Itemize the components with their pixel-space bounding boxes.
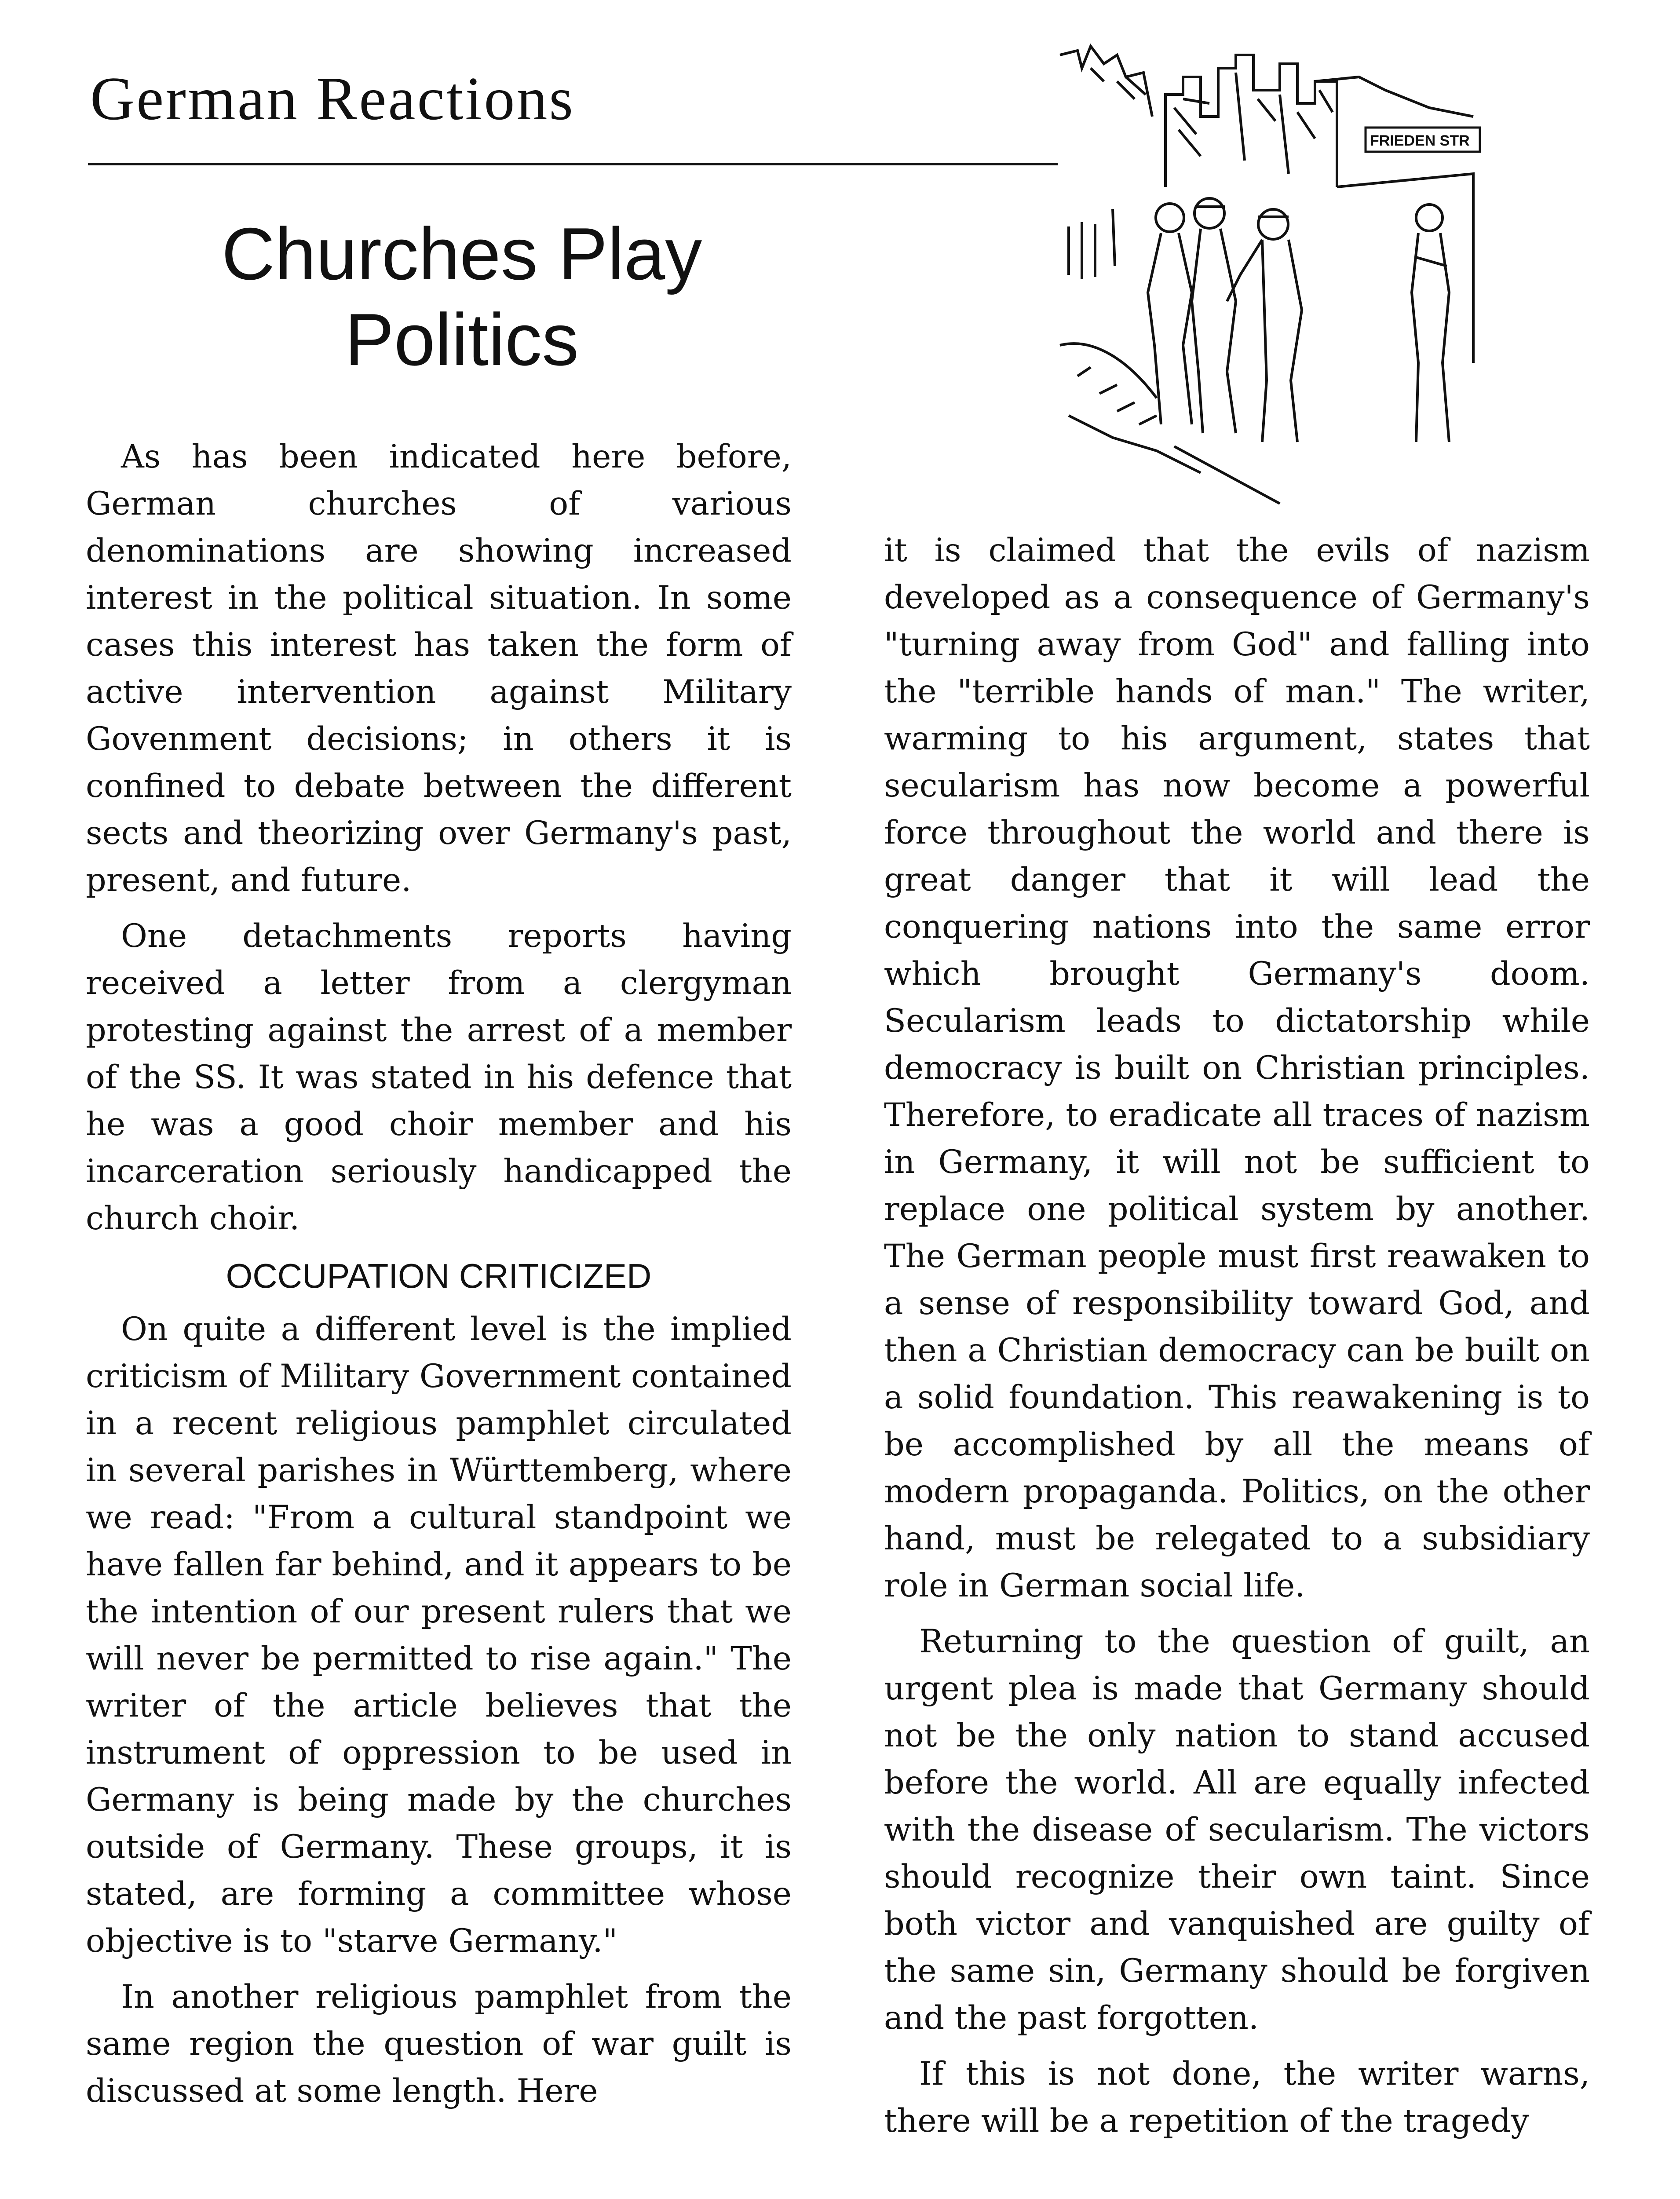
paragraph: it is claimed that the evils of nazism developed as a consequence of Germany's "turning away from God" and falling into the "terrible hands of man." The writer, warming to his argument, states that secularism has now become a powerful force throughout the world and there is great danger that it will lead the conquering nations into the same error which brought Germany's doom. Secularism leads to dictatorship while democracy is built on Christian principles. Therefore, to eradicate all traces of nazism in Germany, it will not be sufficient to replace one political system by another. The German people must first reawaken to a sense of responsibility toward God, and then a Christian democracy can be built on a solid foundation. This reawakening is to be accomplished by all the means of modern propaganda. Politics, on the other hand, must be relegated to a subsidiary role in German social life.: [884, 532, 1590, 1604]
left-column: [86, 433, 792, 2123]
subheading: OCCUPATION CRITICIZED: [226, 1257, 652, 1295]
paragraph: As has been indicated here before, German churches of various denominations are showing increased interest in the political situation. In some cases this interest has taken the form of active intervention against Military Govenment decisions; in others it is confined to debate between the different sects and theorizing over Germany's past, present, and future.: [86, 438, 792, 899]
headline-line-1: Churches Play: [221, 212, 702, 295]
article-headline: [84, 211, 840, 383]
paragraph: In another religious pamphlet from the same region the question of war guilt is discussed at some length. Here: [86, 1978, 792, 2110]
headline-line-2: Politics: [344, 298, 579, 381]
header-rule: [88, 163, 1058, 165]
paragraph: Returning to the question of guilt, an urgent plea is made that Germany should not be the only nation to stand accused before the world. All are equally infected with the disease of secularism. The victors should recognize their own taint. Since both victor and vanquished are guilty of the same sin, Germany should be forgiven and the past forgotten.: [884, 1623, 1590, 2037]
street-scene-illustration: [1051, 29, 1601, 519]
street-sign-text: FRIEDEN STR: [1370, 132, 1470, 149]
paragraph: On quite a different level is the implied criticism of Military Government contained in a recent religious pamphlet circulated in several parishes in Württemberg, where we read: "From a cultural standpoint we have fallen far behind, and it appears to be the intention of our present rulers that we will never be permitted to rise again." The writer of the article believes that the instrument of oppression to be used in Germany is being made by the churches outside of Germany. These groups, it is stated, are forming a committee whose objective is to "starve Germany.": [86, 1311, 792, 1960]
paragraph: If this is not done, the writer warns, there will be a repetition of the tragedy: [884, 2055, 1590, 2140]
paragraph: One detachments reports having received a letter from a clergyman protesting against the arrest of a member of the SS. It was stated in his defence that he was a good choir member and his incarceration seriously handicapped the church choir.: [86, 917, 792, 1237]
right-column: [884, 527, 1590, 2153]
section-title: German Reactions: [90, 65, 575, 133]
